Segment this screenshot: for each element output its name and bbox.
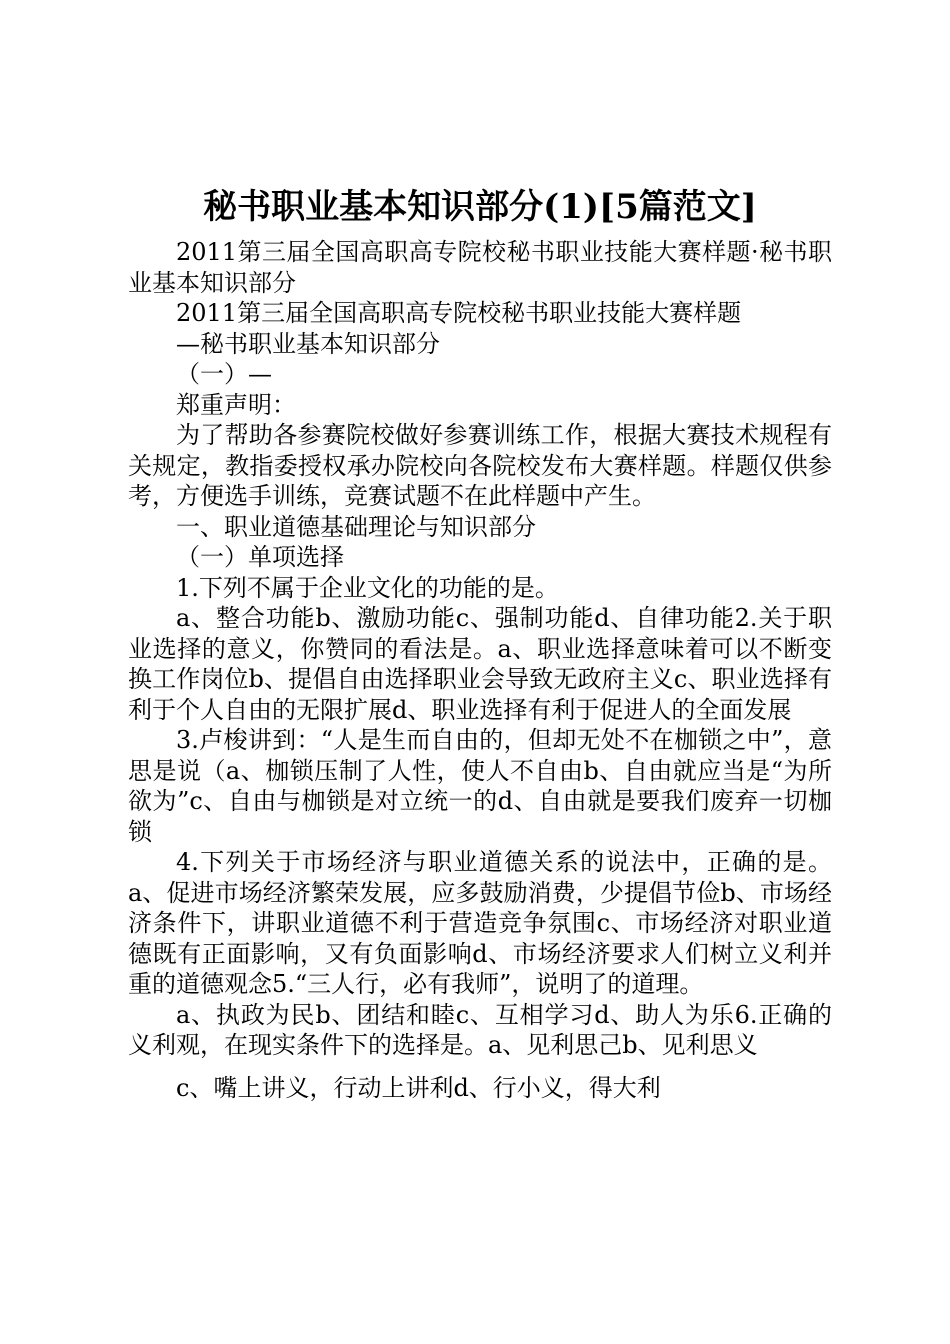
paragraph-question-4: 4.下列关于市场经济与职业道德关系的说法中，正确的是。a、促进市场经济繁荣发展，应多鼓励消费，少提倡节俭b、市场经济条件下，讲职业道德不利于营造竞争氛围c、市场经济对职业道德既有正面影响，又有负面影响d、市场经济要求人们树立义利并重的道德观念5.“三人行，必有我师”，说明了的道理。 (128, 848, 832, 998)
document-title: 秘书职业基本知识部分(1)[5篇范文] (203, 187, 757, 227)
paragraph-statement-label: 郑重声明： (176, 390, 296, 419)
paragraph-section-heading: 一、职业道德基础理论与知识部分 (176, 512, 536, 541)
paragraph-competition-name: 2011第三届全国高职高专院校秘书职业技能大赛样题 (176, 299, 742, 327)
paragraph-question-1-options: a、整合功能b、激励功能c、强制功能d、自律功能2.关于职业选择的意义，你赞同的看法是。a、职业选择意味着可以不断变换工作岗位b、提倡自由选择职业会导致无政府主义c、职业选择有利于个人自由的无限扩展d、职业选择有利于促进人的全面发展 (128, 604, 832, 724)
paragraph-part-one-marker: （一）— (176, 360, 272, 388)
paragraph-question-1: 1.下列不属于企业文化的功能的是。 (176, 573, 559, 602)
paragraph-section-subtitle: —秘书职业基本知识部分 (176, 329, 440, 358)
paragraph-question-6-options: c、嘴上讲义，行动上讲利d、行小义，得大利 (176, 1073, 661, 1102)
paragraph-question-5-options: a、执政为民b、团结和睦c、互相学习d、助人为乐6.正确的义利观，在现实条件下的选择是。a、见利思己b、见利思义 (128, 1000, 832, 1059)
paragraph-question-3: 3.卢梭讲到：“人是生而自由的，但却无处不在枷锁之中”，意思是说（a、枷锁压制了人性，使人不自由b、自由就应当是“为所欲为”c、自由与枷锁是对立统一的d、自由就是要我们废弃一切枷锁 (128, 726, 832, 846)
paragraph-competition-heading: 2011第三届全国高职高专院校秘书职业技能大赛样题·秘书职业基本知识部分 (128, 238, 832, 297)
paragraph-single-choice-heading: （一）单项选择 (176, 543, 344, 571)
paragraph-statement-body: 为了帮助各参赛院校做好参赛训练工作，根据大赛技术规程有关规定，教指委授权承办院校向各院校发布大赛样题。样题仅供参考，方便选手训练，竞赛试题不在此样题中产生。 (128, 421, 832, 510)
